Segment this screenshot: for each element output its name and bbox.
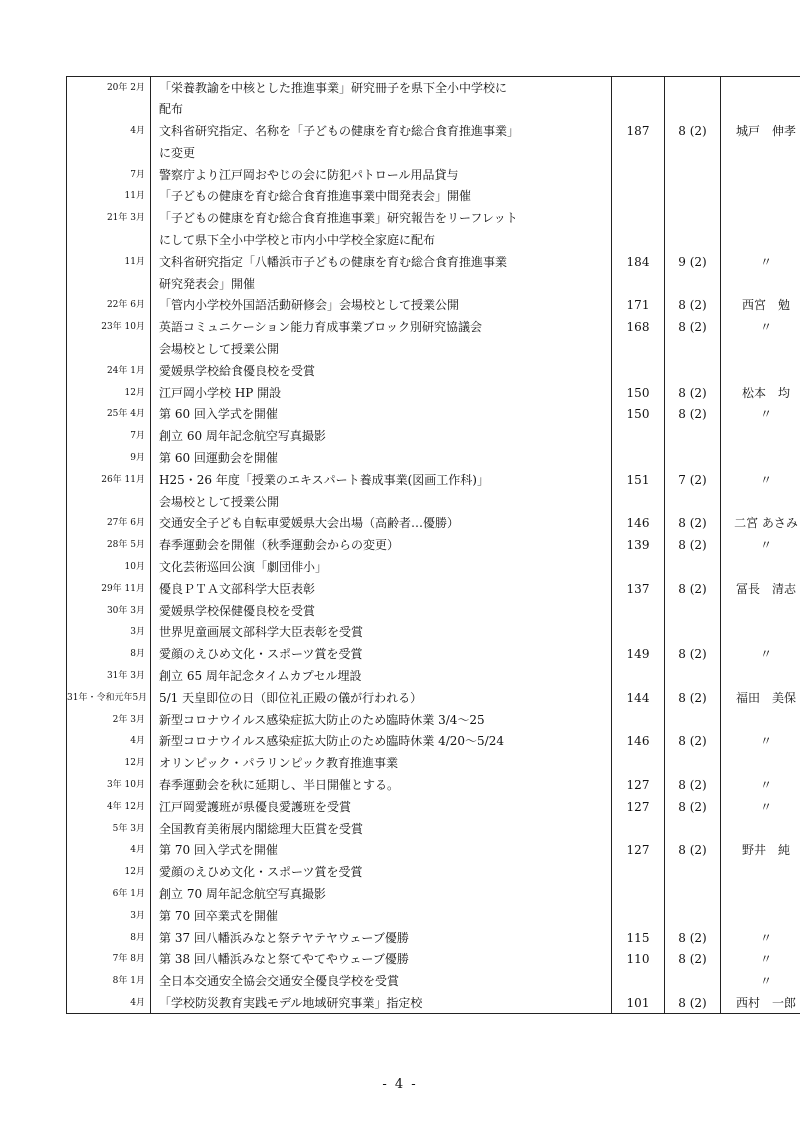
date-cell: 10月 [124,562,145,573]
table-row [67,556,800,578]
class-count-cell [665,970,721,992]
principal-cell: 福田 美保 [721,687,800,709]
event-cell: 警察庁より江戸岡おやじの会に防犯パトロール用品貸与 [151,164,612,186]
date-cell: 8月 [130,932,145,943]
student-count-cell [612,425,665,447]
student-count-cell [612,77,665,99]
principal-cell [721,229,800,251]
table-row [67,992,800,1014]
principal-cell [721,425,800,447]
event-cell: 江戸岡愛護班が県優良愛護班を受賞 [151,796,612,818]
table-row [67,164,800,186]
table-row [67,752,800,774]
principal-cell [721,905,800,927]
event-cell: H25・26 年度「授業のエキスパート養成事業(図画工作科)」 [151,469,612,491]
student-count-cell: 184 [612,251,665,273]
date-cell: 6年 1月 [112,888,145,899]
class-count-cell [665,142,721,164]
date-cell: 31年・令和元年5月 [67,692,148,703]
table-row [67,229,800,251]
class-count-cell: 8 (2) [665,948,721,970]
table-row [67,425,800,447]
class-count-cell [665,185,721,207]
event-cell: 交通安全子ども自転車愛媛県大会出場（高齢者…優勝） [151,512,612,534]
principal-cell [721,338,800,360]
class-count-cell [665,360,721,382]
principal-cell [721,273,800,295]
event-cell: 会場校として授業公開 [151,491,612,513]
date-cell: 30年 3月 [106,605,145,616]
student-count-cell [612,164,665,186]
principal-cell [721,142,800,164]
table-row [67,142,800,164]
student-count-cell [612,883,665,905]
history-table-frame [66,76,798,1010]
date-cell: 12月 [124,758,145,769]
table-row [67,774,800,796]
event-cell: 第 38 回八幡浜みなと祭てやてやウェーブ優勝 [151,948,612,970]
class-count-cell [665,709,721,731]
date-cell: 24年 1月 [106,365,145,376]
class-count-cell: 8 (2) [665,730,721,752]
date-cell: 20年 2月 [106,83,145,93]
class-count-cell [665,905,721,927]
principal-cell: 〃 [721,469,800,491]
table-row [67,818,800,840]
event-cell: 全日本交通安全協会交通安全優良学校を受賞 [151,970,612,992]
principal-cell: 〃 [721,927,800,949]
student-count-cell: 171 [612,294,665,316]
date-cell: 4月 [130,845,145,856]
table-row [67,360,800,382]
table-row [67,534,800,556]
class-count-cell [665,556,721,578]
principal-cell: 松本 均 [721,382,800,404]
event-cell: 春季運動会を開催（秋季運動会からの変更） [151,534,612,556]
event-cell: 愛顔のえひめ文化・スポーツ賞を受賞 [151,643,612,665]
event-cell: 会場校として授業公開 [151,338,612,360]
class-count-cell: 8 (2) [665,534,721,556]
date-cell: 9月 [130,453,145,464]
principal-cell [721,621,800,643]
class-count-cell: 8 (2) [665,643,721,665]
class-count-cell: 8 (2) [665,839,721,861]
student-count-cell [612,207,665,229]
principal-cell [721,665,800,687]
event-cell: 第 37 回八幡浜みなと祭テヤテヤウェーブ優勝 [151,927,612,949]
event-cell: に変更 [151,142,612,164]
event-cell: 第 60 回運動会を開催 [151,447,612,469]
principal-cell: 〃 [721,403,800,425]
class-count-cell [665,883,721,905]
table-row [67,207,800,229]
student-count-cell [612,338,665,360]
student-count-cell: 150 [612,382,665,404]
event-cell: 優良ＰＴＡ文部科学大臣表彰 [151,578,612,600]
principal-cell: 西村 一郎 [721,992,800,1014]
date-cell: 3月 [130,627,145,638]
event-cell: 世界児童画展文部科学大臣表彰を受賞 [151,621,612,643]
class-count-cell [665,273,721,295]
class-count-cell [665,229,721,251]
date-cell: 4年 12月 [106,801,145,812]
event-cell: 愛顔のえひめ文化・スポーツ賞を受賞 [151,861,612,883]
student-count-cell: 127 [612,774,665,796]
principal-cell: 野井 純 [721,839,800,861]
date-cell: 28年 5月 [106,540,145,551]
event-cell: 創立 60 周年記念航空写真撮影 [151,425,612,447]
class-count-cell [665,491,721,513]
date-cell: 25年 4月 [106,409,145,420]
principal-cell [721,600,800,622]
principal-cell: 〃 [721,534,800,556]
student-count-cell [612,665,665,687]
event-cell: 配布 [151,98,612,120]
event-cell: オリンピック・パラリンピック教育推進事業 [151,752,612,774]
table-row [67,469,800,491]
date-cell [67,142,151,164]
table-row [67,491,800,513]
student-count-cell: 187 [612,120,665,142]
principal-cell [721,77,800,99]
date-cell: 4月 [130,736,145,747]
principal-cell: 〃 [721,316,800,338]
table-row [67,621,800,643]
principal-cell: 二宮 あさみ [721,512,800,534]
event-cell: 「栄養教諭を中核とした推進事業」研究冊子を県下全小中学校に [151,77,612,99]
date-cell: 12月 [124,387,145,398]
page-number: - 4 - [382,1077,418,1092]
student-count-cell: 151 [612,469,665,491]
school-history-table [66,76,800,1014]
event-cell: 江戸岡小学校 HP 開設 [151,382,612,404]
principal-cell [721,818,800,840]
event-cell: 第 70 回卒業式を開催 [151,905,612,927]
student-count-cell [612,621,665,643]
table-row [67,730,800,752]
table-row [67,273,800,295]
student-count-cell [612,273,665,295]
date-cell: 11月 [124,191,145,202]
date-cell: 29年 11月 [101,583,145,594]
table-row [67,316,800,338]
table-row [67,861,800,883]
date-cell: 7月 [130,169,145,180]
table-row [67,796,800,818]
class-count-cell [665,77,721,99]
date-cell: 11月 [124,256,145,267]
date-cell: 3月 [130,910,145,921]
principal-cell [721,883,800,905]
event-cell: 研究発表会」開催 [151,273,612,295]
student-count-cell: 149 [612,643,665,665]
date-cell: 7年 8月 [112,954,145,965]
class-count-cell: 8 (2) [665,382,721,404]
student-count-cell [612,556,665,578]
class-count-cell [665,425,721,447]
class-count-cell [665,98,721,120]
table-row [67,578,800,600]
class-count-cell: 8 (2) [665,403,721,425]
date-cell [67,98,151,120]
event-cell: 創立 65 周年記念タイムカプセル埋設 [151,665,612,687]
date-cell [67,491,151,513]
principal-cell [721,447,800,469]
event-cell: にして県下全小中学校と市内小中学校全家庭に配布 [151,229,612,251]
class-count-cell [665,207,721,229]
table-row [67,927,800,949]
event-cell: 第 70 回入学式を開催 [151,839,612,861]
table-row [67,77,800,99]
date-cell: 8月 [130,649,145,660]
date-cell [67,338,151,360]
student-count-cell: 101 [612,992,665,1014]
table-row [67,643,800,665]
event-cell: 新型コロナウイルス感染症拡大防止のため臨時休業 4/20～5/24 [151,730,612,752]
date-cell: 3年 10月 [106,780,145,790]
student-count-cell: 139 [612,534,665,556]
date-cell: 22年 6月 [106,300,145,311]
table-row [67,382,800,404]
class-count-cell: 8 (2) [665,796,721,818]
student-count-cell: 146 [612,730,665,752]
history-rows [67,77,800,1014]
event-cell: 創立 70 周年記念航空写真撮影 [151,883,612,905]
class-count-cell [665,861,721,883]
table-row [67,948,800,970]
date-cell: 5年 3月 [112,823,145,834]
table-row [67,905,800,927]
class-count-cell: 8 (2) [665,687,721,709]
date-cell: 4月 [130,126,145,137]
event-cell: 「管内小学校外国語活動研修会」会場校として授業公開 [151,294,612,316]
event-cell: 「子どもの健康を育む総合食育推進事業」研究報告をリーフレット [151,207,612,229]
student-count-cell [612,185,665,207]
date-cell: 27年 6月 [106,518,145,529]
student-count-cell: 110 [612,948,665,970]
principal-cell [721,360,800,382]
student-count-cell: 168 [612,316,665,338]
class-count-cell [665,164,721,186]
date-cell: 23年 10月 [101,322,145,333]
date-cell: 2年 3月 [112,714,145,725]
class-count-cell: 8 (2) [665,120,721,142]
principal-cell [721,491,800,513]
principal-cell [721,98,800,120]
class-count-cell [665,621,721,643]
principal-cell [721,861,800,883]
table-row [67,970,800,992]
student-count-cell [612,491,665,513]
event-cell: 新型コロナウイルス感染症拡大防止のため臨時休業 3/4～25 [151,709,612,731]
student-count-cell: 150 [612,403,665,425]
principal-cell: 冨長 清志 [721,578,800,600]
date-cell: 21年 3月 [106,213,145,224]
table-row [67,294,800,316]
event-cell: 「学校防災教育実践モデル地域研究事業」指定校 [151,992,612,1014]
event-cell: 英語コミュニケーション能力育成事業ブロック別研究協議会 [151,316,612,338]
student-count-cell [612,142,665,164]
student-count-cell: 146 [612,512,665,534]
date-cell: 8年 1月 [112,976,145,987]
class-count-cell: 7 (2) [665,469,721,491]
table-row [67,883,800,905]
student-count-cell: 137 [612,578,665,600]
student-count-cell [612,360,665,382]
student-count-cell [612,861,665,883]
student-count-cell [612,905,665,927]
table-row [67,185,800,207]
table-row [67,687,800,709]
class-count-cell [665,447,721,469]
table-row [67,709,800,731]
student-count-cell [612,600,665,622]
principal-cell: 〃 [721,970,800,992]
student-count-cell [612,752,665,774]
date-cell: 4月 [130,997,145,1008]
table-row [67,98,800,120]
date-cell: 7月 [130,431,145,442]
principal-cell: 〃 [721,948,800,970]
student-count-cell [612,970,665,992]
class-count-cell [665,600,721,622]
principal-cell: 〃 [721,796,800,818]
student-count-cell: 127 [612,796,665,818]
table-row [67,120,800,142]
principal-cell: 〃 [721,251,800,273]
class-count-cell [665,338,721,360]
table-row [67,251,800,273]
student-count-cell: 144 [612,687,665,709]
class-count-cell [665,752,721,774]
class-count-cell: 8 (2) [665,578,721,600]
event-cell: 全国教育美術展内閣総理大臣賞を受賞 [151,818,612,840]
event-cell: 第 60 回入学式を開催 [151,403,612,425]
student-count-cell [612,447,665,469]
event-cell: 文科省研究指定、名称を「子どもの健康を育む総合食育推進事業」 [151,120,612,142]
principal-cell: 〃 [721,643,800,665]
principal-cell: 城戸 伸孝 [721,120,800,142]
principal-cell: 〃 [721,730,800,752]
principal-cell [721,164,800,186]
student-count-cell [612,818,665,840]
event-cell: 文化芸術巡回公演「劇団俳小」 [151,556,612,578]
class-count-cell: 8 (2) [665,294,721,316]
class-count-cell: 8 (2) [665,316,721,338]
student-count-cell [612,229,665,251]
class-count-cell [665,818,721,840]
date-cell [67,273,151,295]
table-row [67,839,800,861]
event-cell: 文科省研究指定「八幡浜市子どもの健康を育む総合食育推進事業 [151,251,612,273]
student-count-cell [612,98,665,120]
event-cell: 愛媛県学校保健優良校を受賞 [151,600,612,622]
date-cell [67,229,151,251]
table-row [67,512,800,534]
student-count-cell [612,709,665,731]
principal-cell [721,752,800,774]
principal-cell [721,556,800,578]
principal-cell [721,709,800,731]
table-row [67,447,800,469]
class-count-cell: 8 (2) [665,512,721,534]
table-row [67,600,800,622]
event-cell: 愛媛県学校給食優良校を受賞 [151,360,612,382]
event-cell: 春季運動会を秋に延期し、半日開催とする。 [151,774,612,796]
principal-cell [721,185,800,207]
class-count-cell: 8 (2) [665,992,721,1014]
event-cell: 5/1 天皇即位の日（即位礼正殿の儀が行われる） [151,687,612,709]
date-cell: 12月 [124,867,145,878]
student-count-cell: 127 [612,839,665,861]
principal-cell [721,207,800,229]
class-count-cell [665,665,721,687]
class-count-cell: 8 (2) [665,774,721,796]
table-row [67,403,800,425]
table-row [67,338,800,360]
event-cell: 「子どもの健康を育む総合食育推進事業中間発表会」開催 [151,185,612,207]
student-count-cell: 115 [612,927,665,949]
table-row [67,665,800,687]
date-cell: 31年 3月 [106,671,145,682]
class-count-cell: 9 (2) [665,251,721,273]
class-count-cell: 8 (2) [665,927,721,949]
date-cell: 26年 11月 [101,474,145,485]
principal-cell: 〃 [721,774,800,796]
principal-cell: 西宮 勉 [721,294,800,316]
